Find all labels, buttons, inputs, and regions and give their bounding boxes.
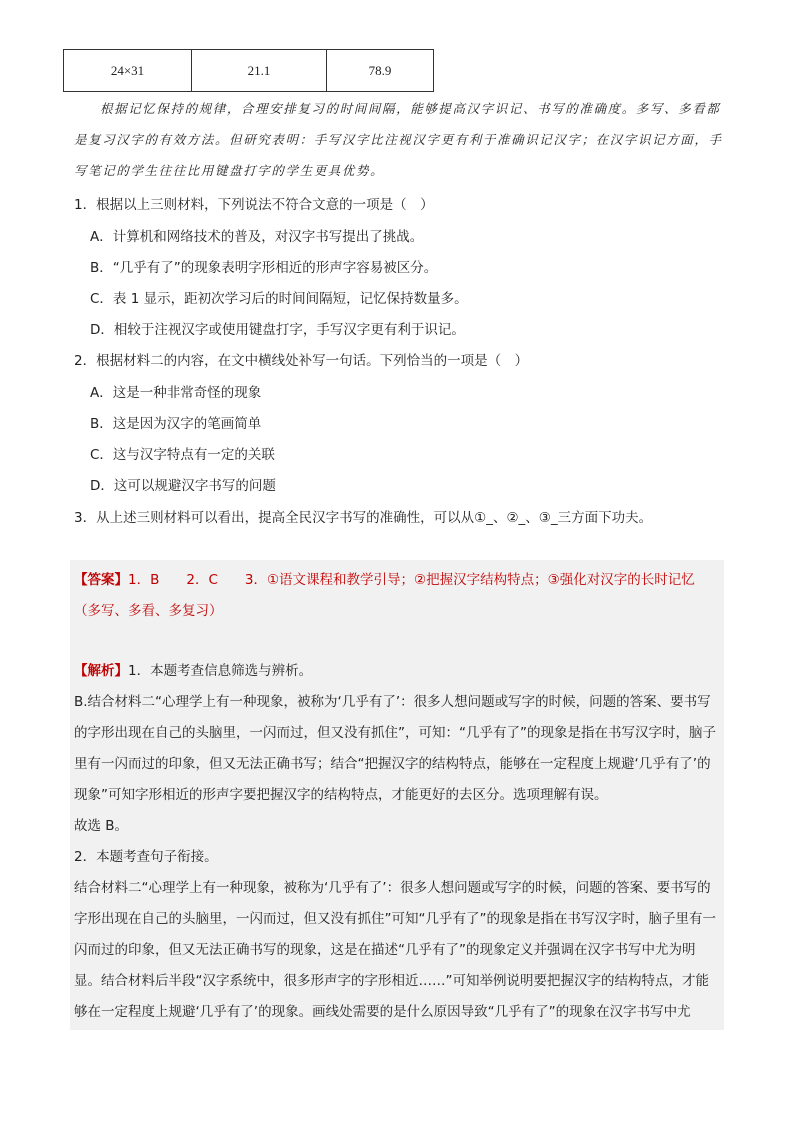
answer-text: 1．B 2．C 3．①语文课程和教学引导；②把握汉字结构特点；③强化对汉字的长时记忆 xyxy=(128,572,695,588)
analysis-tag: 【解析】 xyxy=(74,663,128,679)
table-cell: 24×31 xyxy=(64,50,192,92)
q1-option-c: C．表 1 显示，距初次学习后的时间间隔短，记忆保持数量多。 xyxy=(90,291,468,307)
analysis-block xyxy=(74,656,722,1028)
material-note-text: 根据记忆保持的规律，合理安排复习的时间间隔，能够提高汉字识记、书写的准确度。多写、多看都是复习汉字的有效方法。但研究表明：手写汉字比注视汉字更有利于准确识记汉字；在汉字识记方面，手写笔记的学生往往比用键盘打字的学生更具优势。 xyxy=(74,101,723,178)
analysis-line-2: 故选 B。 xyxy=(74,818,129,834)
q2-stem: 2．根据材料二的内容，在文中横线处补写一句话。下列恰当的一项是（ ） xyxy=(74,353,529,369)
q2-option-d: D．这可以规避汉字书写的问题 xyxy=(90,478,276,494)
q2-option-c: C．这与汉字特点有一定的关联 xyxy=(90,447,275,463)
analysis-line-3: 2．本题考查句子衔接。 xyxy=(74,849,218,865)
data-table xyxy=(63,49,434,92)
analysis-paragraph-2: 结合材料二“心理学上有一种现象，被称为‘几乎有了’：很多人想问题或写字的时候，问题的答案、要书写的字形出现在自己的头脑里，一闪而过，但又没有抓住”可知“几乎有了”的现象是指在书写汉字时，脑子里有一闪而过的印象，但又无法正确书写的现象，这是在描述“几乎有了”的现象定义并强调在汉字书写中尤为明显。结合材料后半段“汉字系统中，很多形声字的字形相近……”可知举例说明要把握汉字的结构特点，才能够在一定程度上规避‘几乎有了’的现象。画线处需要的是什么原因导致“几乎有了”的现象在汉字书写中尤 xyxy=(74,880,716,1020)
material-note xyxy=(74,93,724,186)
table-row xyxy=(64,50,434,92)
q1-option-b: B．“几乎有了”的现象表明字形相近的形声字容易被区分。 xyxy=(90,260,438,276)
q2-option-b: B．这是因为汉字的笔画简单 xyxy=(90,416,262,432)
table-cell: 21.1 xyxy=(192,50,327,92)
analysis-paragraph-1: B.结合材料二“心理学上有一种现象，被称为‘几乎有了’：很多人想问题或写字的时候，问题的答案、要书写的字形出现在自己的头脑里，一闪而过，但又没有抓住”，可知：“几乎有了”的现象是指在书写汉字时，脑子里有一闪而过的印象，但又无法正确书写；结合“把握汉字的结构特点，能够在一定程度上规避‘几乎有了’的现象”可知字形相近的形声字要把握汉字的结构特点，才能更好的去区分。选项理解有误。 xyxy=(74,694,716,803)
analysis-line-1: 1．本题考查信息筛选与辨析。 xyxy=(128,663,313,679)
q1-option-d: D．相较于注视汉字或使用键盘打字，手写汉字更有利于识记。 xyxy=(90,322,465,338)
answer-tag: 【答案】 xyxy=(74,572,128,588)
q1-stem: 1．根据以上三则材料，下列说法不符合文意的一项是（ ） xyxy=(74,197,434,213)
table-cell: 78.9 xyxy=(327,50,434,92)
q3-stem: 3．从上述三则材料可以看出，提高全民汉字书写的准确性，可以从①_、②_、③_三方面下功夫。 xyxy=(74,510,653,526)
answer-block xyxy=(74,565,722,627)
q2-option-a: A．这是一种非常奇怪的现象 xyxy=(90,385,262,401)
answer-text-continued: （多写、多看、多复习） xyxy=(74,603,223,619)
q1-option-a: A．计算机和网络技术的普及，对汉字书写提出了挑战。 xyxy=(90,229,424,245)
